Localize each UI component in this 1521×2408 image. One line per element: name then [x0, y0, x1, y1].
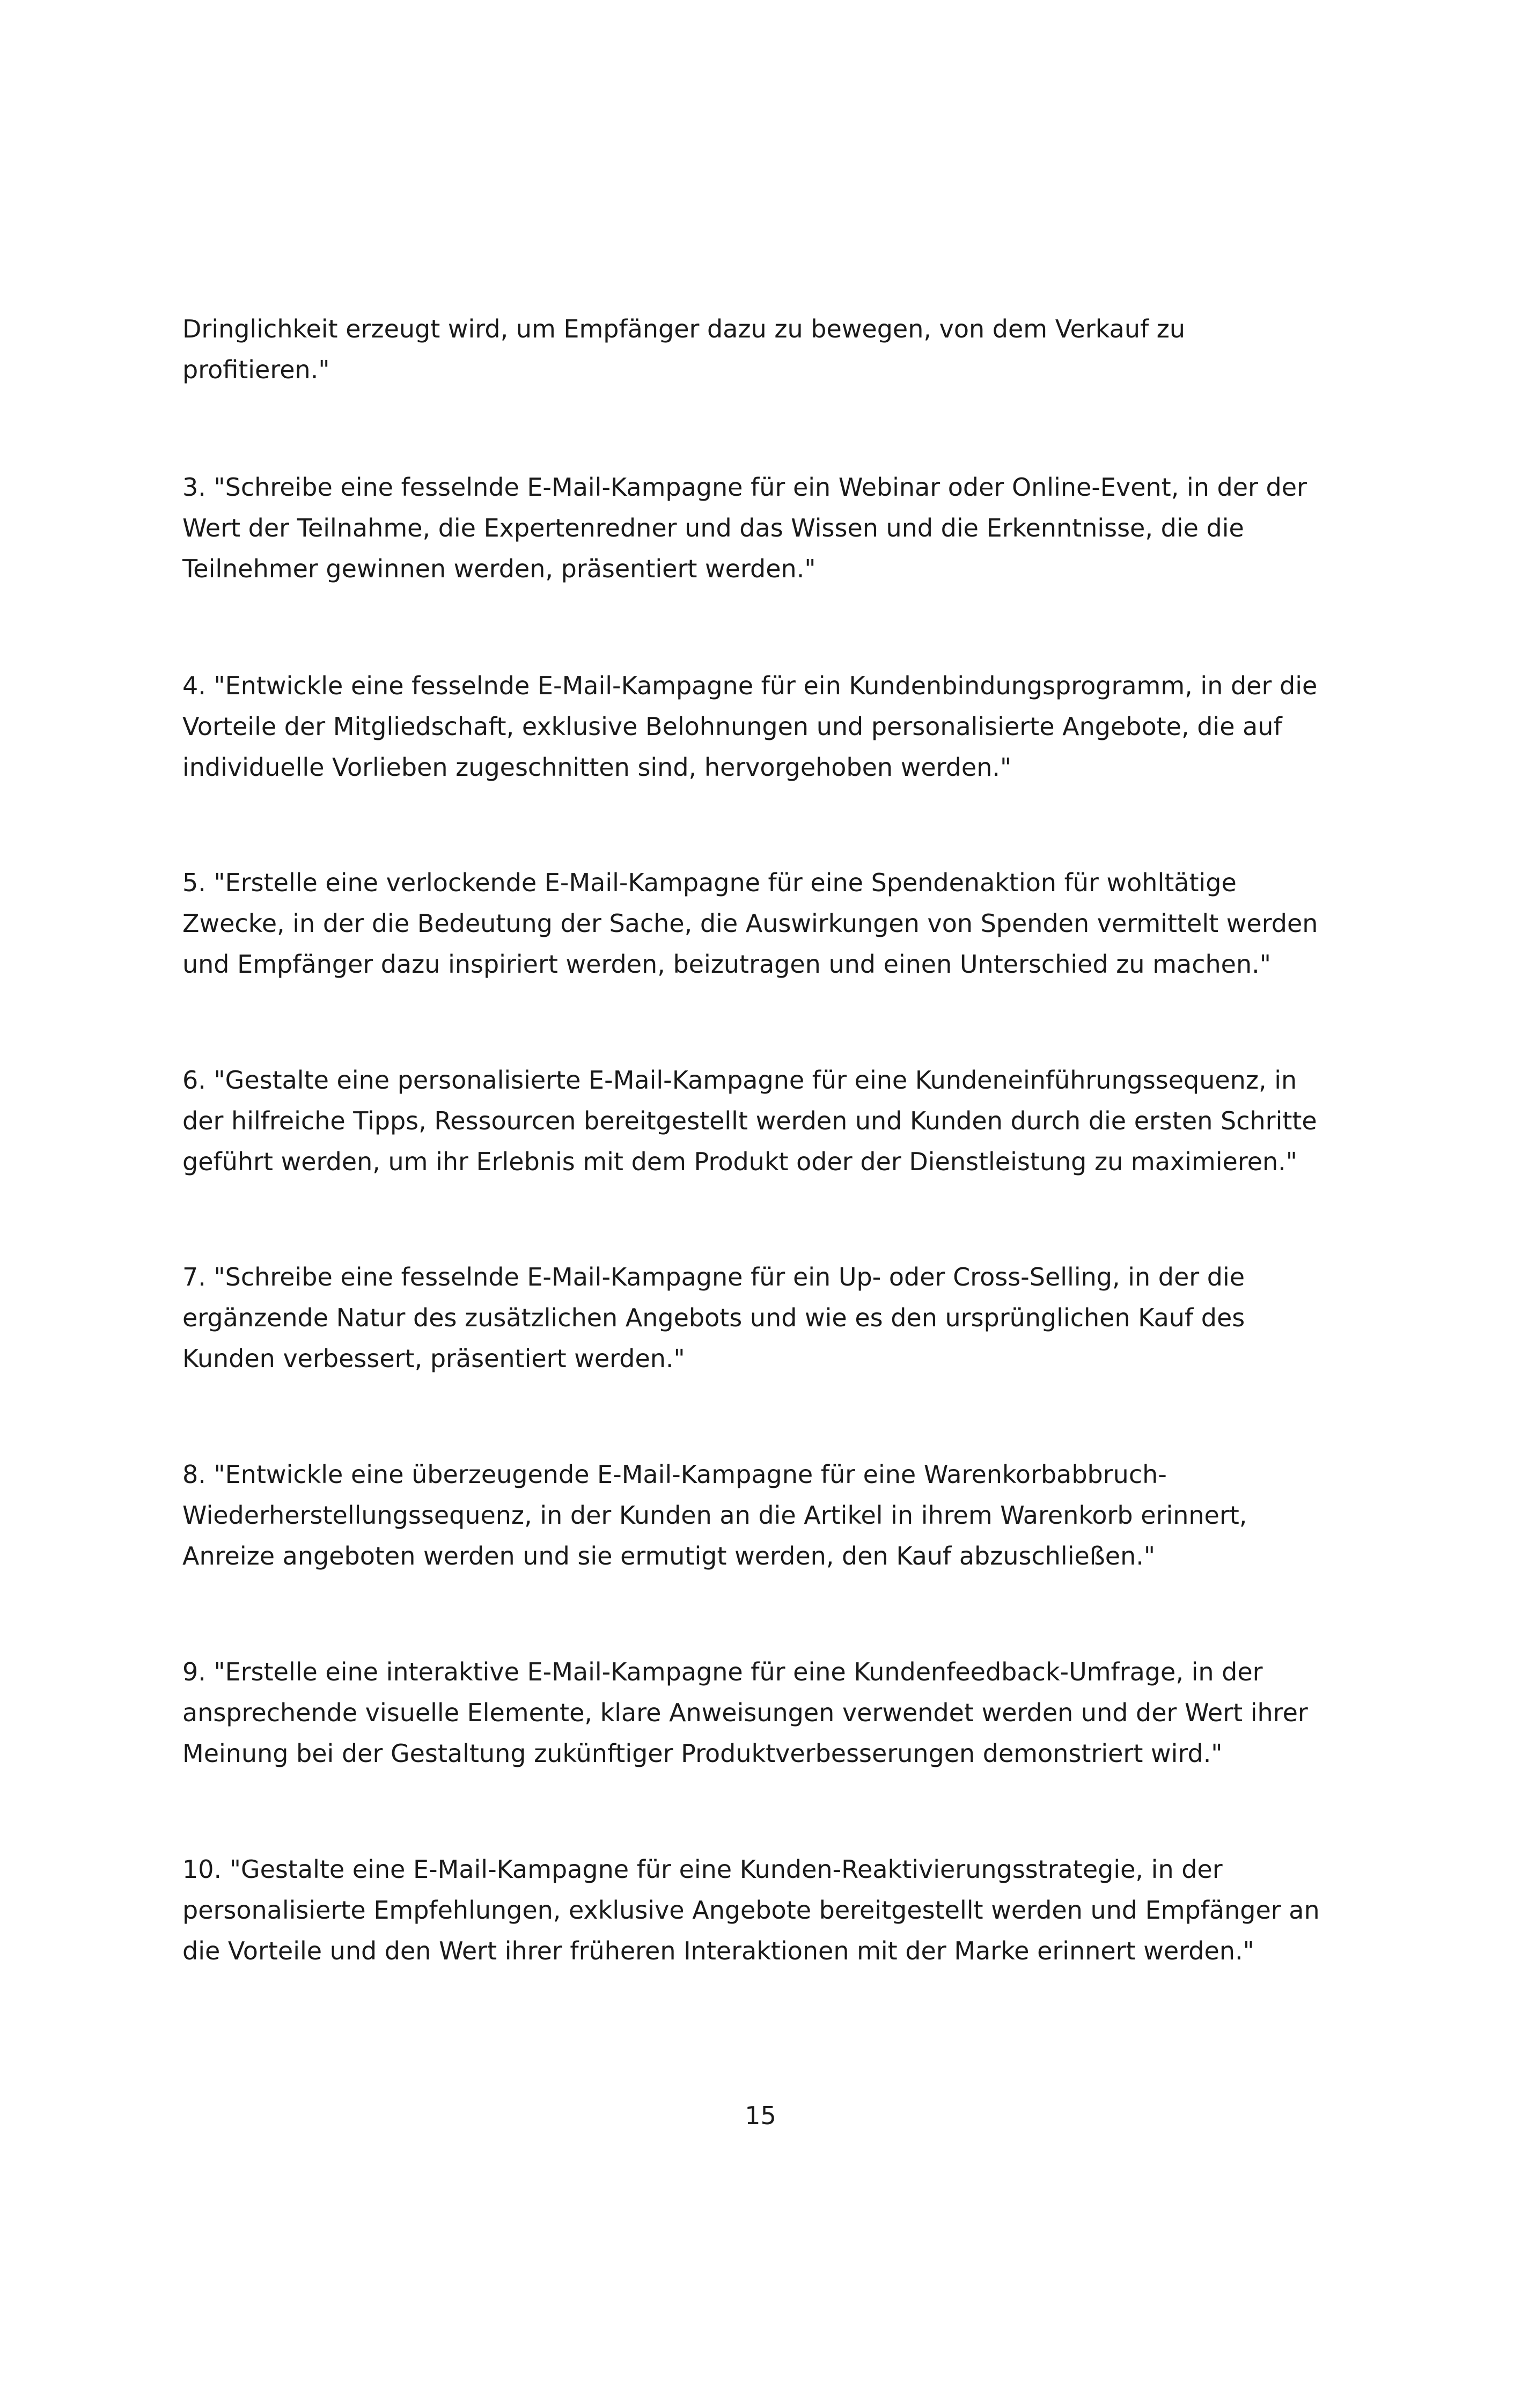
text-line: 5. "Erstelle eine verlockende E-Mail-Kampagne für eine Spendenaktion für wohltätige — [182, 868, 1237, 897]
text-line: 9. "Erstelle eine interaktive E-Mail-Kampagne für eine Kundenfeedback-Umfrage, in der — [182, 1657, 1263, 1686]
text-line: Dringlichkeit erzeugt wird, um Empfänger dazu zu bewegen, von dem Verkauf zu — [182, 314, 1186, 343]
list-item-5 — [182, 862, 1363, 985]
text-line: Kunden verbessert, präsentiert werden." — [182, 1344, 685, 1373]
text-line: Teilnehmer gewinnen werden, präsentiert werden." — [182, 554, 816, 583]
text-line: personalisierte Empfehlungen, exklusive Angebote bereitgestellt werden und Empfänger an — [182, 1896, 1320, 1925]
text-line: Wert der Teilnahme, die Expertenredner und das Wissen und die Erkenntnisse, die die — [182, 513, 1244, 542]
paragraph-continuation — [182, 309, 1363, 390]
text-line: 10. "Gestalte eine E-Mail-Kampagne für eine Kunden-Reaktivierungsstrategie, in der — [182, 1855, 1223, 1884]
text-line: und Empfänger dazu inspiriert werden, beizutragen und einen Unterschied zu machen." — [182, 950, 1271, 979]
text-line: individuelle Vorlieben zugeschnitten sind, hervorgehoben werden." — [182, 753, 1012, 782]
list-item-8 — [182, 1454, 1363, 1576]
text-line: 3. "Schreibe eine fesselnde E-Mail-Kampagne für ein Webinar oder Online-Event, in der der — [182, 473, 1307, 502]
text-line: ergänzende Natur des zusätzlichen Angebots und wie es den ursprünglichen Kauf des — [182, 1303, 1245, 1332]
page-number: 15 — [745, 2101, 776, 2130]
text-line: 6. "Gestalte eine personalisierte E-Mail-Kampagne für eine Kundeneinführungssequenz, in — [182, 1066, 1297, 1095]
text-line: Vorteile der Mitgliedschaft, exklusive Belohnungen und personalisierte Angebote, die auf — [182, 712, 1282, 741]
text-line: 7. "Schreibe eine fesselnde E-Mail-Kampagne für ein Up- oder Cross-Selling, in der die — [182, 1262, 1245, 1291]
text-line: Anreize angeboten werden und sie ermutigt werden, den Kauf abzuschließen." — [182, 1541, 1156, 1570]
list-item-9 — [182, 1651, 1363, 1774]
text-line: 8. "Entwickle eine überzeugende E-Mail-Kampagne für eine Warenkorbabbruch- — [182, 1460, 1167, 1489]
list-item-10 — [182, 1849, 1363, 1971]
text-line: ansprechende visuelle Elemente, klare Anweisungen verwendet werden und der Wert ihrer — [182, 1698, 1308, 1727]
list-item-7 — [182, 1257, 1363, 1379]
text-line: die Vorteile und den Wert ihrer früheren Interaktionen mit der Marke erinnert werden." — [182, 1936, 1254, 1965]
text-line: 4. "Entwickle eine fesselnde E-Mail-Kampagne für ein Kundenbindungsprogramm, in der die — [182, 671, 1318, 700]
list-item-6 — [182, 1060, 1363, 1182]
text-line: profitieren." — [182, 355, 330, 384]
text-line: Wiederherstellungssequenz, in der Kunden an die Artikel in ihrem Warenkorb erinnert, — [182, 1501, 1247, 1530]
text-line: geführt werden, um ihr Erlebnis mit dem Produkt oder der Dienstleistung zu maximieren." — [182, 1147, 1297, 1176]
list-item-4 — [182, 665, 1363, 788]
text-line: Zwecke, in der die Bedeutung der Sache, die Auswirkungen von Spenden vermittelt werden — [182, 909, 1318, 938]
text-line: Meinung bei der Gestaltung zukünftiger Produktverbesserungen demonstriert wird." — [182, 1739, 1223, 1768]
text-line: der hilfreiche Tipps, Ressourcen bereitgestellt werden und Kunden durch die ersten Schritte — [182, 1106, 1317, 1135]
list-item-3 — [182, 467, 1363, 589]
